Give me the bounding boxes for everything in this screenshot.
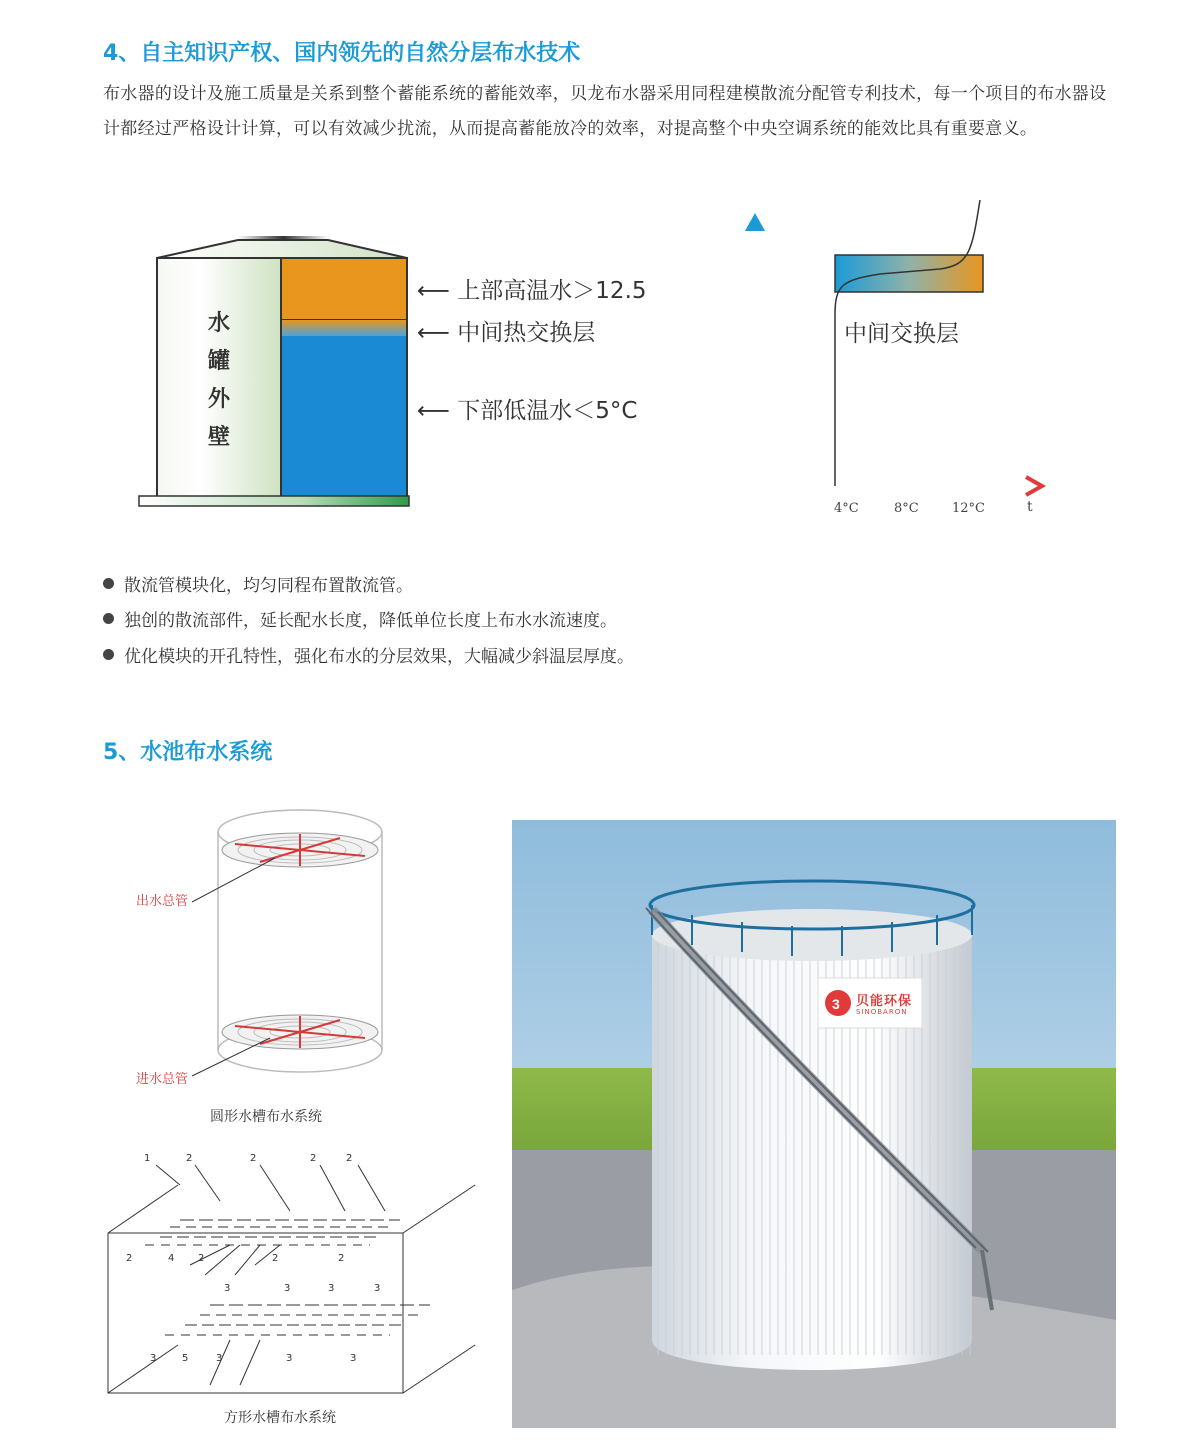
section4-paragraph: 布水器的设计及施工质量是关系到整个蓄能系统的蓄能效率，贝龙布水器采用同程建模散流分配管专利技术，每一个项目的布水器设计都经过严格设计计算，可以有效减少扰流，从而提高蓄能放冷的效率，对提高整个中央空调系统的能效比具有重要意义。 (103, 84, 1107, 139)
wall-char-4: 壁 (207, 425, 230, 450)
label-bottom-3a: 3 (150, 1353, 157, 1364)
x-axis-t-label: t (1027, 499, 1033, 515)
label-3c: 3 (328, 1283, 335, 1294)
company-logo-name: 贝能环保 (856, 994, 913, 1009)
middle-layer-label: ⟵ 中间热交换层 (417, 320, 596, 346)
label-2a: 2 (186, 1153, 193, 1164)
label-2d: 2 (346, 1153, 353, 1164)
upper-water-label: ⟵ 上部高温水＞12.5 (417, 278, 647, 304)
storage-tank-illustration (512, 820, 1116, 1428)
arrow-left-icon: ⟵ (417, 320, 450, 346)
bullet-item-3: 优化模块的开孔特性，强化布水的分层效果，大幅减少斜温层厚度。 (103, 642, 634, 667)
square-tank-caption: 方形水槽布水系统 (224, 1410, 336, 1426)
label-mid-2a: 2 (126, 1253, 133, 1264)
y-axis-arrow (745, 213, 765, 231)
x-tick-12c: 12°C (952, 501, 985, 516)
section4-heading: 4、自主知识产权、国内领先的自然分层布水技术 (103, 41, 581, 66)
label-3b: 3 (284, 1283, 291, 1294)
lower-water-label: ⟵ 下部低温水＜5°C (417, 398, 638, 424)
label-mid-2b: 2 (198, 1253, 205, 1264)
label-1: 1 (144, 1153, 151, 1164)
outlet-main-pipe-label: 出水总管 (136, 894, 189, 909)
label-3a: 3 (224, 1283, 231, 1294)
bullet-dot-icon (103, 649, 114, 660)
bullet-item-2: 独创的散流部件，延长配水长度，降低单位长度上布水水流速度。 (103, 606, 617, 631)
label-bottom-3c: 3 (286, 1353, 293, 1364)
storage-tank-photo (512, 820, 1116, 1428)
label-5: 5 (182, 1353, 189, 1364)
label-mid-4: 4 (168, 1253, 175, 1264)
bullet-item-1: 散流管模块化，均匀同程布置散流管。 (103, 571, 413, 596)
exchange-layer-label: 中间交换层 (844, 321, 959, 347)
arrow-left-icon: ⟵ (417, 398, 450, 424)
label-bottom-3b: 3 (216, 1353, 223, 1364)
x-tick-4c: 4°C (834, 501, 859, 516)
inlet-main-pipe-label: 进水总管 (136, 1072, 189, 1087)
label-3d: 3 (374, 1283, 381, 1294)
bullet-dot-icon (103, 578, 114, 589)
arrow-left-icon: ⟵ (417, 278, 450, 304)
tank-diagram (135, 230, 675, 520)
circular-tank-caption: 圆形水槽布水系统 (210, 1109, 322, 1125)
x-tick-8c: 8°C (894, 501, 919, 516)
square-tank-diagram (100, 1145, 490, 1430)
temperature-graph (730, 195, 1060, 525)
label-2c: 2 (310, 1153, 317, 1164)
temperature-graph-svg (730, 195, 1060, 525)
bullet-dot-icon (103, 613, 114, 624)
label-2b: 2 (250, 1153, 257, 1164)
label-mid-2d: 2 (338, 1253, 345, 1264)
circular-tank-diagram (110, 800, 410, 1130)
section5-heading: 5、水池布水系统 (103, 740, 273, 765)
label-mid-2c: 2 (272, 1253, 279, 1264)
company-logo-subtitle: SINOBARON (856, 1008, 908, 1016)
svg-text:3: 3 (832, 996, 840, 1012)
wall-char-1: 水 (207, 311, 230, 336)
square-tank-svg (100, 1145, 490, 1415)
wall-char-3: 外 (207, 387, 230, 412)
label-bottom-3d: 3 (350, 1353, 357, 1364)
wall-char-2: 罐 (207, 349, 230, 374)
